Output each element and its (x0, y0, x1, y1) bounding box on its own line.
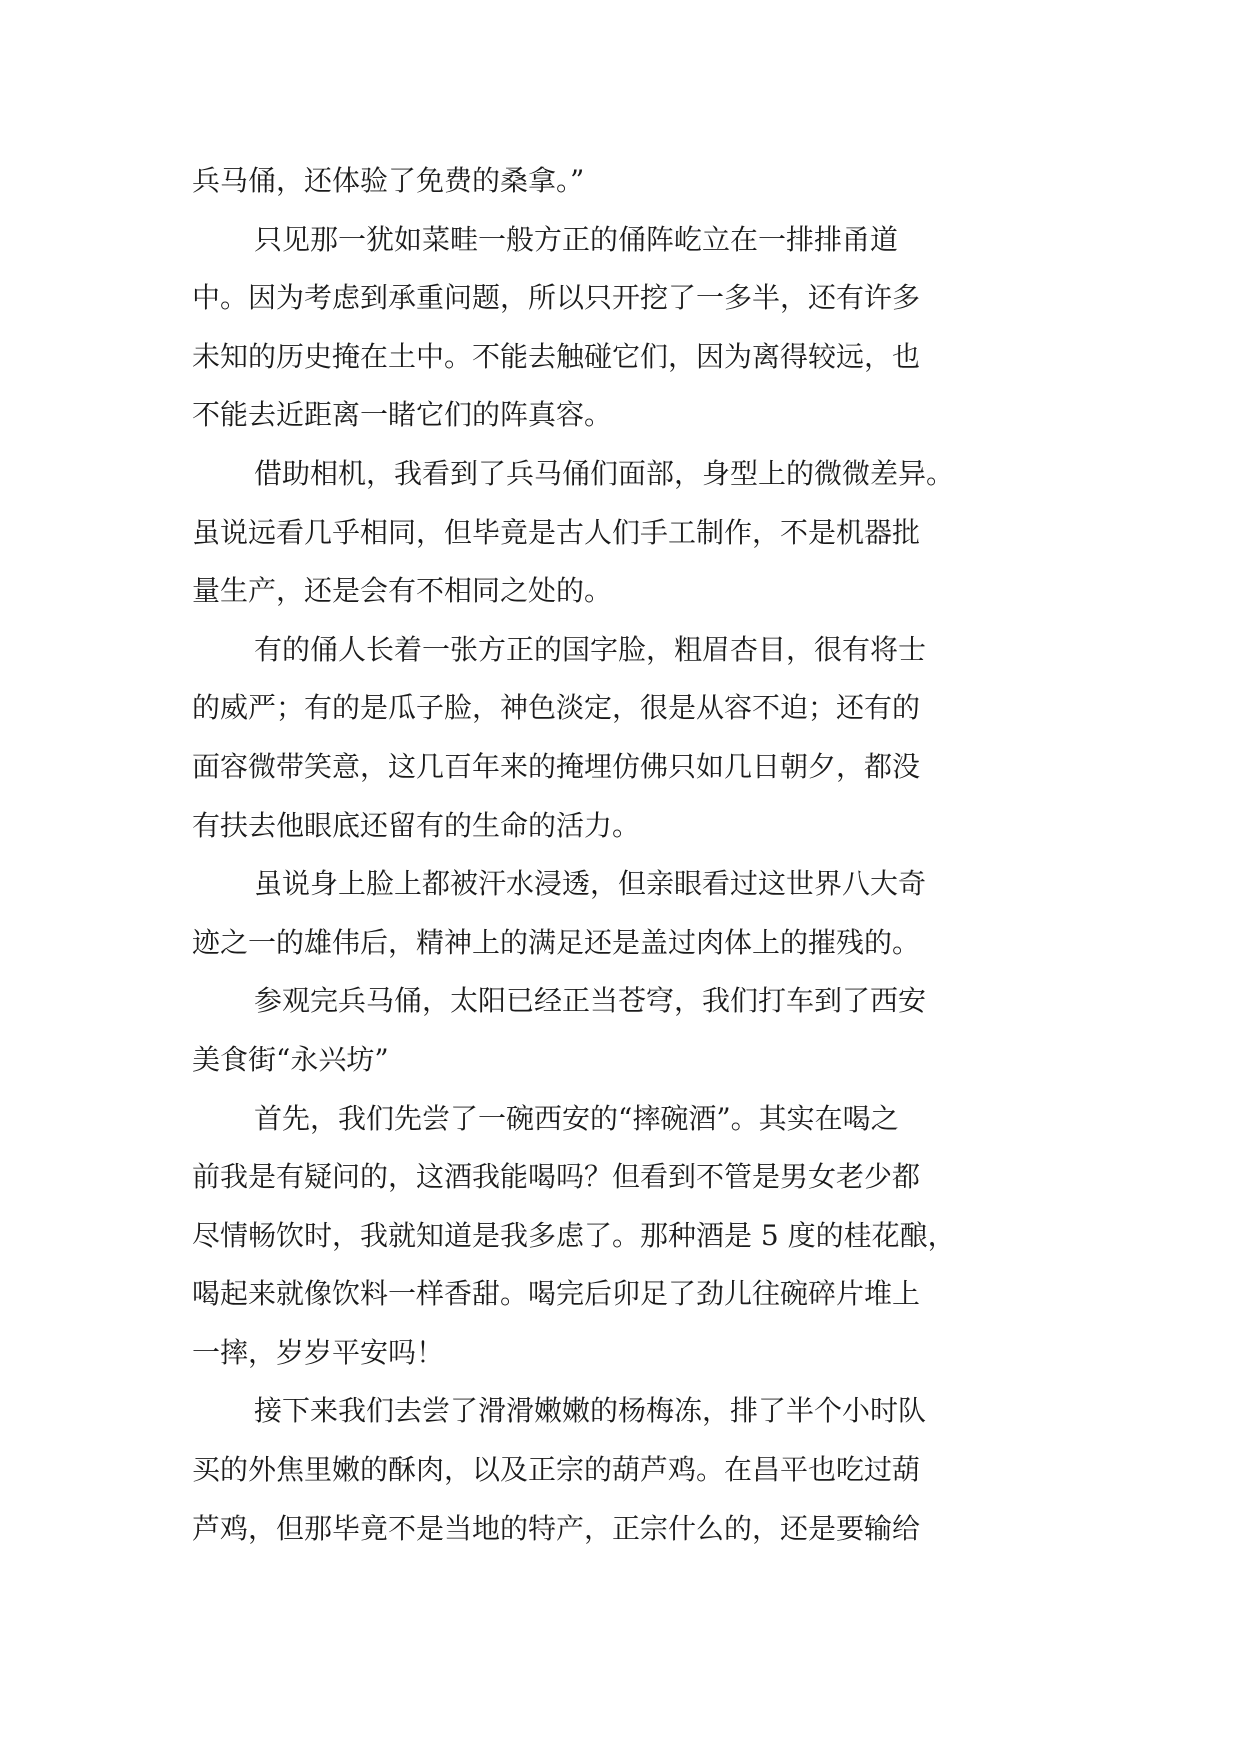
text-line: 一摔，岁岁平安吗！ (192, 1335, 445, 1369)
text-line: 不能去近距离一睹它们的阵真容。 (192, 398, 613, 432)
text-line: 只见那一犹如菜畦一般方正的俑阵屹立在一排排甬道 (254, 222, 899, 256)
text-line: 美食街“永兴坊” (192, 1042, 389, 1076)
text-line: 虽说远看几乎相同，但毕竟是古人们手工制作，不是机器批 (192, 515, 921, 549)
text-line: 芦鸡，但那毕竟不是当地的特产，正宗什么的，还是要输给 (192, 1511, 921, 1545)
text-line: 中。因为考虑到承重问题，所以只开挖了一多半，还有许多 (192, 281, 921, 315)
text-line: 虽说身上脸上都被汗水浸透，但亲眼看过这世界八大奇 (254, 867, 927, 901)
text-line: 的威严；有的是瓜子脸，神色淡定，很是从容不迫；还有的 (192, 691, 921, 725)
text-line: 首先，我们先尝了一碗西安的“摔碗酒”。其实在喝之 (254, 1101, 899, 1135)
text-line: 前我是有疑问的，这酒我能喝吗？但看到不管是男女老少都 (192, 1160, 921, 1194)
text-line: 借助相机，我看到了兵马俑们面部，身型上的微微差异。 (254, 456, 955, 490)
text-line: 买的外焦里嫩的酥肉，以及正宗的葫芦鸡。在昌平也吃过葫 (192, 1453, 921, 1487)
text-line: 参观完兵马俑，太阳已经正当苍穹，我们打车到了西安 (254, 984, 927, 1018)
text-line: 有的俑人长着一张方正的国字脸，粗眉杏目，很有将士 (254, 632, 927, 666)
text-line: 有扶去他眼底还留有的生命的活力。 (192, 808, 641, 842)
text-line: 尽情畅饮时，我就知道是我多虑了。那种酒是 5 度的桂花酿， (192, 1218, 956, 1252)
text-line: 迹之一的雄伟后，精神上的满足还是盖过肉体上的摧残的。 (192, 925, 921, 959)
text-line: 接下来我们去尝了滑滑嫩嫩的杨梅冻，排了半个小时队 (254, 1394, 927, 1428)
body-text (192, 152, 1052, 1558)
text-line: 喝起来就像饮料一样香甜。喝完后卯足了劲儿往碗碎片堆上 (192, 1277, 921, 1311)
text-line: 面容微带笑意，这几百年来的掩埋仿佛只如几日朝夕，都没 (192, 749, 921, 783)
text-line: 量生产，还是会有不相同之处的。 (192, 574, 613, 608)
text-line: 兵马俑，还体验了免费的桑拿。” (192, 164, 585, 197)
text-line: 未知的历史掩在土中。不能去触碰它们，因为离得较远，也 (192, 339, 921, 373)
